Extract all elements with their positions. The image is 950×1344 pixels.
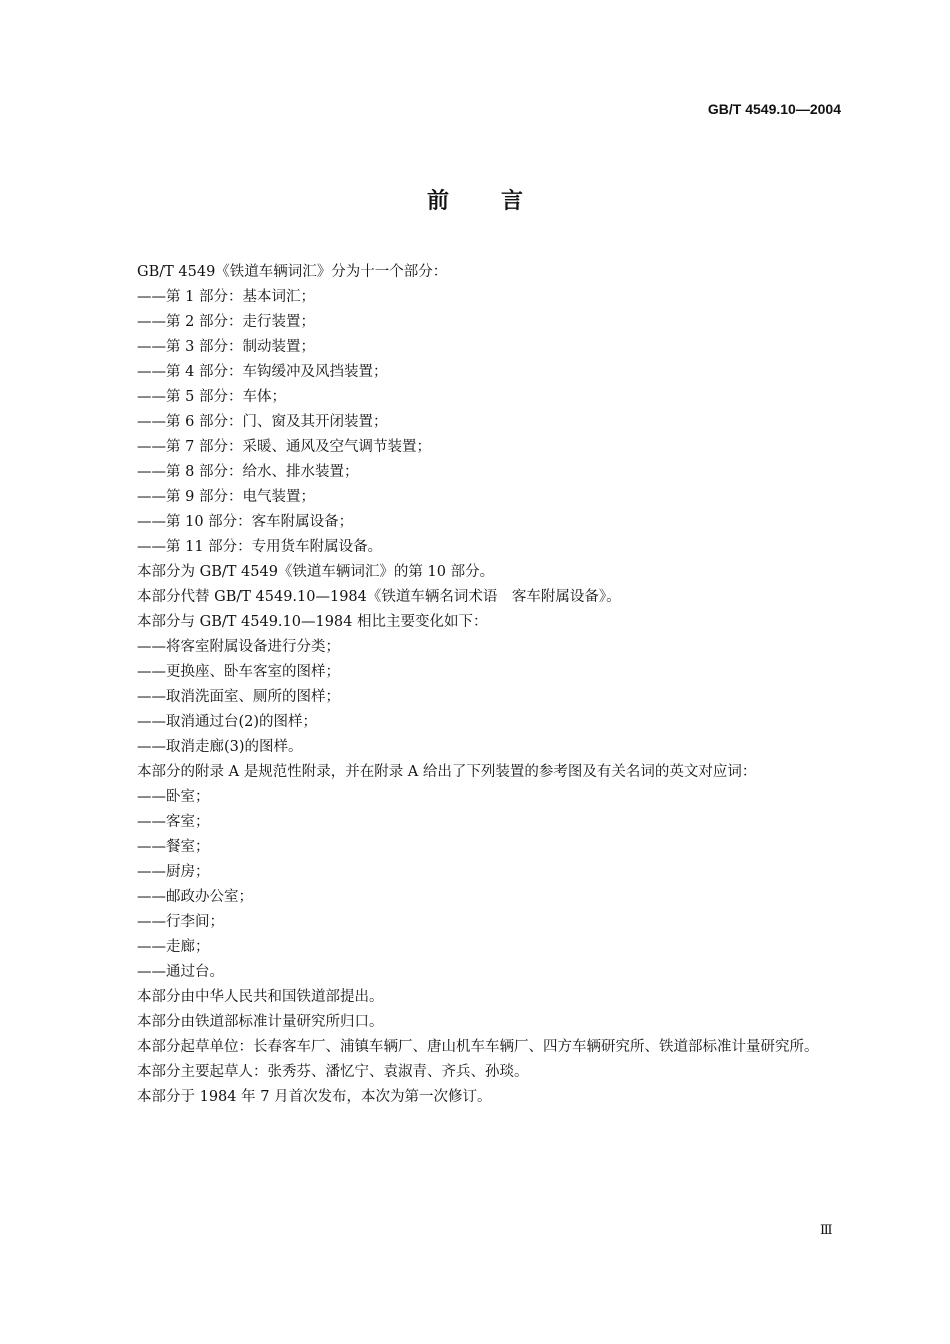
paragraph: 本部分主要起草人：张秀芬、潘忆宁、袁淑青、齐兵、孙琰。 <box>137 1064 529 1080</box>
paragraph: ——第 11 部分：专用货车附属设备。 <box>137 539 383 555</box>
paragraph: ——第 8 部分：给水、排水装置； <box>137 464 359 480</box>
paragraph: 本部分由铁道部标准计量研究所归口。 <box>137 1014 384 1030</box>
paragraph: 本部分起草单位：长春客车厂、浦镇车辆厂、唐山机车车辆厂、四方车辆研究所、铁道部标准计量研究所。 <box>137 1039 819 1055</box>
paragraph: ——邮政办公室； <box>137 889 253 905</box>
paragraph: ——第 9 部分：电气装置； <box>137 489 315 505</box>
paragraph: 本部分与 GB/T 4549.10—1984 相比主要变化如下： <box>137 614 488 630</box>
paragraph: ——客室； <box>137 814 210 830</box>
paragraph: 本部分的附录 A 是规范性附录，并在附录 A 给出了下列装置的参考图及有关名词的英文对应词： <box>137 764 757 780</box>
paragraph: ——取消走廊(3)的图样。 <box>137 739 303 755</box>
paragraph: ——取消通过台(2)的图样； <box>137 714 318 730</box>
paragraph: ——第 3 部分：制动装置； <box>137 339 315 355</box>
paragraph: ——走廊； <box>137 939 210 955</box>
paragraph: GB/T 4549《铁道车辆词汇》分为十一个部分： <box>137 264 448 280</box>
document-body <box>107 260 842 1110</box>
page-number: Ⅲ <box>820 1223 833 1238</box>
paragraph: ——餐室； <box>137 839 210 855</box>
paragraph: ——第 4 部分：车钩缓冲及风挡装置； <box>137 364 388 380</box>
paragraph: ——厨房； <box>137 864 210 880</box>
paragraph: 本部分为 GB/T 4549《铁道车辆词汇》的第 10 部分。 <box>137 564 495 580</box>
standard-number: GB/T 4549.10—2004 <box>707 101 841 117</box>
paragraph: 本部分由中华人民共和国铁道部提出。 <box>137 989 384 1005</box>
paragraph: ——将客室附属设备进行分类； <box>137 639 340 655</box>
paragraph: 本部分代替 GB/T 4549.10—1984《铁道车辆名词术语 客车附属设备》。 <box>137 589 621 605</box>
paragraph: ——第 1 部分：基本词汇； <box>137 289 315 305</box>
paragraph: ——更换座、卧车客室的图样； <box>137 664 340 680</box>
paragraph: ——第 6 部分：门、窗及其开闭装置； <box>137 414 388 430</box>
page-title: 前言 <box>426 189 575 214</box>
paragraph: 本部分于 1984 年 7 月首次发布，本次为第一次修订。 <box>137 1089 492 1105</box>
paragraph: ——第 7 部分：采暖、通风及空气调节装置； <box>137 439 431 455</box>
paragraph: ——卧室； <box>137 789 210 805</box>
paragraph: ——第 2 部分：走行装置； <box>137 314 315 330</box>
paragraph: ——行李间； <box>137 914 224 930</box>
paragraph: ——通过台。 <box>137 964 224 980</box>
paragraph: ——第 5 部分：车体； <box>137 389 286 405</box>
paragraph: ——取消洗面室、厕所的图样； <box>137 689 340 705</box>
paragraph: ——第 10 部分：客车附属设备； <box>137 514 354 530</box>
